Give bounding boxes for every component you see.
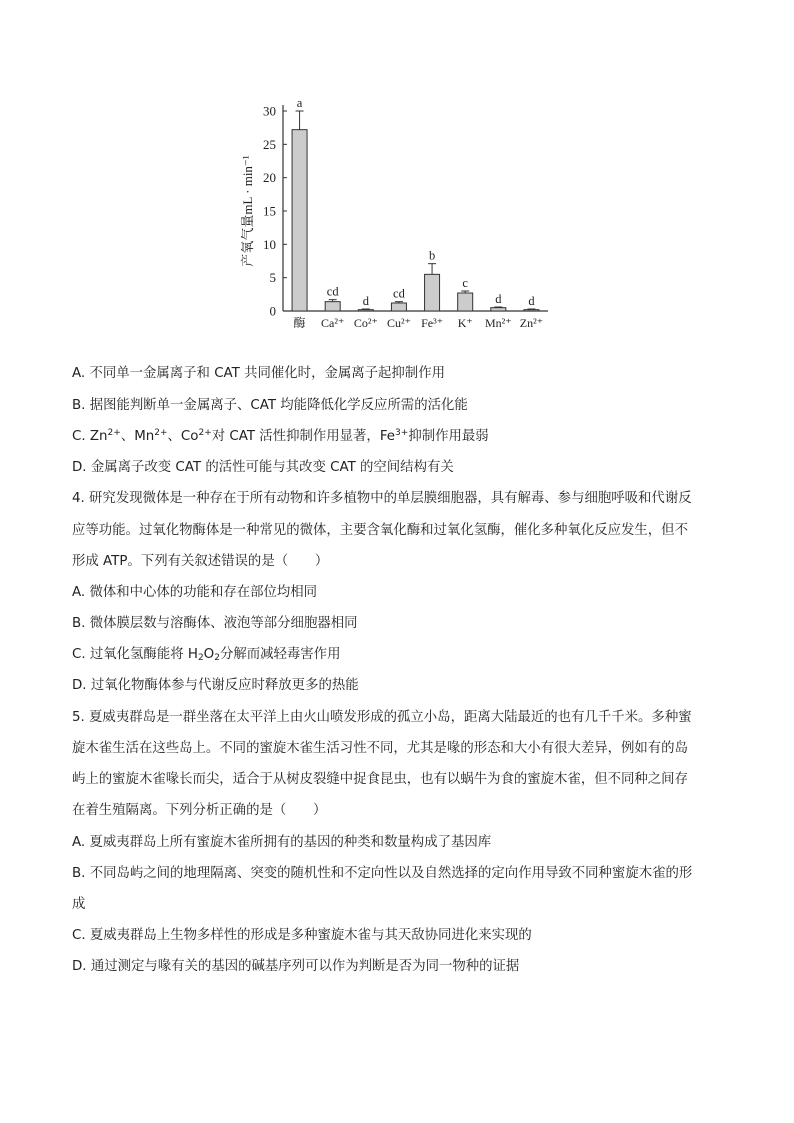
- q4-option-a: A. 微体和中心体的功能和存在部位均相同: [72, 585, 318, 600]
- significance-label: d: [495, 292, 502, 306]
- y-tick-label: 0: [269, 303, 276, 319]
- y-tick-label: 25: [263, 136, 276, 152]
- bar: [491, 308, 506, 311]
- q3-c-zn: C. Zn: [72, 429, 108, 444]
- y-tick-label: 15: [263, 203, 276, 219]
- q4-option-b: B. 微体膜层数与溶酶体、液泡等部分细胞器相同: [72, 616, 358, 631]
- q3-c-mn: 、Mn: [120, 429, 155, 444]
- y-tick-label: 5: [269, 270, 276, 286]
- x-tick-label: 酶: [293, 316, 306, 330]
- bar: [358, 310, 373, 311]
- q3-c-end: 抑制作用最弱: [408, 429, 489, 444]
- q5-stem-line-2: 旋木雀生活在这些岛上。不同的蜜旋木雀生活习性不同，尤其是喙的形态和大小有很大差异，例如有的岛: [72, 741, 688, 756]
- q3-option-c: [72, 428, 489, 446]
- x-tick-label: Zn²⁺: [519, 316, 544, 330]
- q3-option-b: B. 据图能判断单一金属离子、CAT 均能降低化学反应所需的活化能: [72, 398, 468, 413]
- q4-stem-line-1: 4. 研究发现微体是一种存在于所有动物和许多植物中的单层膜细胞器，具有解毒、参与细胞呼吸和代谢反: [72, 491, 692, 506]
- x-tick-label: Fe³⁺: [421, 316, 444, 330]
- bar: [425, 274, 440, 311]
- significance-label: d: [362, 294, 369, 308]
- q4-c-sub-1: 2: [197, 653, 204, 663]
- bar: [458, 293, 473, 311]
- q5-option-c: C. 夏威夷群岛上生物多样性的形成是多种蜜旋木雀与其天敌协同进化来实现的: [72, 928, 532, 943]
- q3-c-zn-charge: 2+: [107, 428, 121, 438]
- q4-c-post: 分解而减轻毒害作用: [219, 647, 341, 662]
- bar: [524, 310, 539, 311]
- significance-label: d: [528, 294, 535, 308]
- q4-stem-line-2: 应等功能。过氧化物酶体是一种常见的微体，主要含氧化酶和过氧化氢酶，催化多种氧化反应发生，但不: [72, 523, 688, 538]
- q3-option-d: D. 金属离子改变 CAT 的活性可能与其改变 CAT 的空间结构有关: [72, 460, 454, 475]
- q3-c-mn-charge: 2+: [154, 428, 168, 438]
- significance-label: cd: [393, 286, 405, 301]
- significance-label: a: [296, 96, 303, 110]
- y-tick-label: 20: [263, 170, 276, 186]
- significance-label: b: [428, 248, 436, 263]
- q5-stem-line-4: 在着生殖隔离。下列分析正确的是（ ）: [72, 803, 327, 818]
- chart-axes: [283, 105, 548, 311]
- q4-option-c: [72, 646, 340, 664]
- q4-c-o: O: [203, 647, 215, 662]
- q3-c-co: 、Co: [167, 429, 199, 444]
- q5-option-a: A. 夏威夷群岛上所有蜜旋木雀所拥有的基因的种类和数量构成了基因库: [72, 835, 492, 850]
- bar: [292, 130, 307, 311]
- bar-chart: [228, 90, 568, 340]
- q3-c-fe-charge: 3+: [395, 428, 409, 438]
- x-tick-label: Mn²⁺: [485, 316, 512, 330]
- q3-c-co-charge: 2+: [198, 428, 212, 438]
- q4-stem-line-3: 形成 ATP。下列有关叙述错误的是（ ）: [72, 554, 329, 569]
- significance-label: c: [462, 276, 468, 290]
- y-axis-label: 产氧气量mL · min⁻¹: [240, 155, 255, 267]
- q4-c-pre: C. 过氧化氢酶能将 H: [72, 647, 198, 662]
- x-tick-label: K⁺: [457, 316, 473, 330]
- y-tick-label: 10: [263, 236, 276, 252]
- x-axis-labels: [294, 315, 544, 330]
- x-tick-label: Ca²⁺: [321, 316, 345, 330]
- bar: [325, 302, 340, 311]
- q5-option-b-line-2: 成: [72, 897, 86, 912]
- q4-option-d: D. 过氧化物酶体参与代谢反应时释放更多的热能: [72, 678, 359, 693]
- y-tick-label: 30: [263, 103, 276, 119]
- chart-bars: [292, 96, 539, 311]
- significance-label: cd: [326, 284, 339, 299]
- q4-c-sub-2: 2: [214, 653, 220, 663]
- x-tick-label: Cu²⁺: [386, 316, 411, 330]
- x-tick-label: Co²⁺: [353, 316, 378, 330]
- q5-option-d: D. 通过测定与喙有关的基因的碱基序列可以作为判断是否为同一物种的证据: [72, 959, 520, 974]
- q3-option-a: A. 不同单一金属离子和 CAT 共同催化时，金属离子起抑制作用: [72, 366, 445, 381]
- q5-option-b-line-1: B. 不同岛屿之间的地理隔离、突变的随机性和不定向性以及自然选择的定向作用导致不同种蜜旋木雀的形: [72, 866, 693, 881]
- q3-c-mid: 对 CAT 活性抑制作用显著，Fe: [211, 429, 396, 444]
- q5-stem-line-3: 屿上的蜜旋木雀喙长而尖，适合于从树皮裂缝中捉食昆虫，也有以蜗牛为食的蜜旋木雀，但不同种之间存: [72, 772, 688, 787]
- bar: [391, 303, 406, 311]
- q5-stem-line-1: 5. 夏威夷群岛是一群坐落在太平洋上由火山喷发形成的孤立小岛，距离大陆最近的也有几千千米。多种蜜: [72, 710, 692, 725]
